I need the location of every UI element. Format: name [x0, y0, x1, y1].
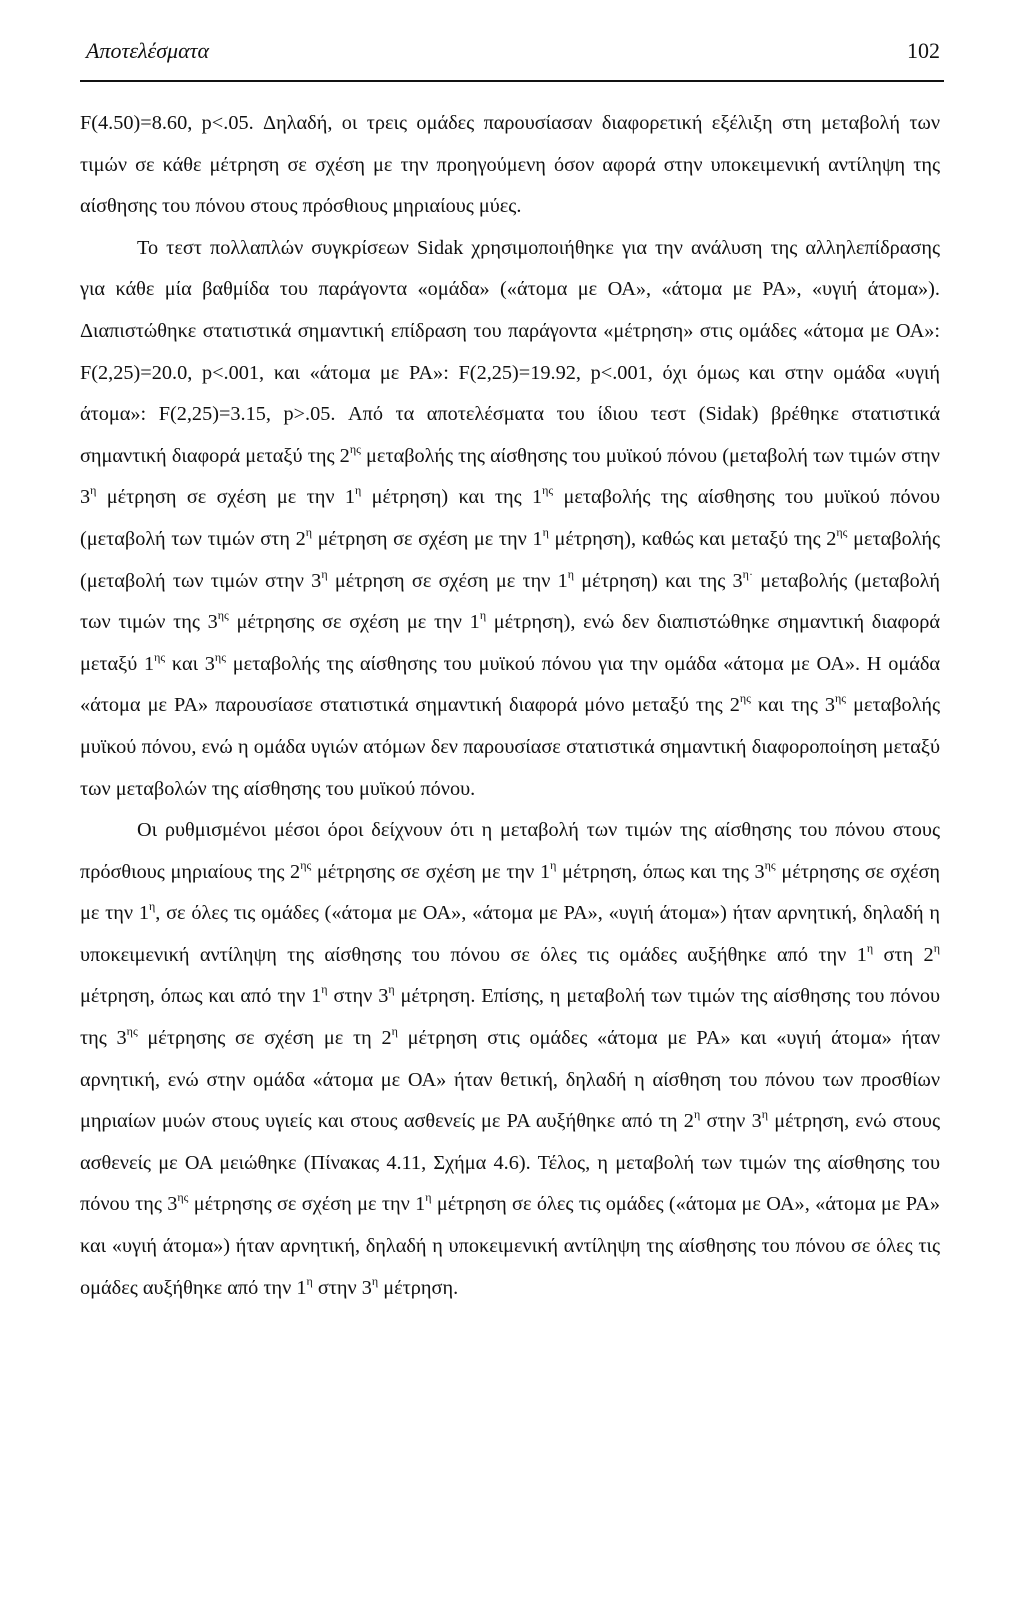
text-run: Οι ρυθμισμένοι μέσοι όροι δείχνουν ότι η μεταβολή των τιμών της αίσθησης του πόνου στους πρόσθιους μηριαίους της 2 — [80, 819, 940, 883]
ordinal-superscript: η — [761, 1107, 769, 1122]
text-run: , σε όλες τις ομάδες («άτομα με ΟΑ», «άτομα με PA», «υγιή άτομα») ήταν αρνητική, δηλαδή η υποκειμενική αντίληψη της αίσθησης του πόνου σε όλες τις ομάδες αυξήθηκε από την 1 — [80, 902, 940, 966]
ordinal-superscript: ης — [126, 1024, 138, 1039]
ordinal-superscript: η — [321, 982, 328, 997]
ordinal-superscript: ης — [835, 691, 847, 706]
page-number: 102 — [907, 38, 940, 63]
running-header — [86, 38, 940, 72]
body-text — [80, 103, 940, 1309]
ordinal-superscript: η — [933, 940, 940, 955]
ordinal-superscript: η — [90, 483, 97, 498]
ordinal-superscript: ης — [217, 608, 229, 623]
text-run: στην 3 — [700, 1110, 762, 1133]
text-run: μέτρηση. Επίσης, η μεταβολή των τιμών της αίσθησης του πόνου της 3 — [80, 985, 941, 1050]
text-run: μεταβολής της αίσθησης του μυϊκού πόνου για την ομάδα «άτομα με ΟΑ». Η ομάδα «άτομα με PA» παρουσίασε στατιστικά σημαντική διαφορά μόνο μεταξύ της 2 — [80, 652, 941, 717]
ordinal-superscript: ης — [739, 691, 751, 706]
text-run: Το τεστ πολλαπλών συγκρίσεων Sidak χρησιμοποιήθηκε για την ανάλυση της αλληλεπίδρασης για κάθε μία βαθμίδα του παράγοντα «ομάδα» («άτομα με ΟΑ», «άτομα με PA», «υγιή άτομα»). Διαπιστώθηκε στατιστικά σημαντική επίδραση του παράγοντα «μέτρηση» στις ομάδες «άτομα με ΟΑ»: F(2,25)=20.0, p<.001, και «άτομα με PA»: F(2,25)=19.92, p<.001, όχι όμως και στην ομάδα «υγιή άτομα»: F(2,25)=3.15, p>.05. Από τα αποτελέσματα του ίδιου τεστ (Sidak) βρέθηκε στατιστικά σημαντική διαφορά μεταξύ της 2 — [80, 236, 940, 467]
text-run: μέτρησης σε σχέση με την 1 — [311, 860, 551, 883]
ordinal-superscript: η — [567, 566, 575, 581]
text-run: μεταβολής της αίσθησης του μυϊκού πόνου (μεταβολή των τιμών στην 3 — [80, 444, 940, 509]
text-run: στην 3 — [312, 1276, 372, 1299]
ordinal-superscript: ης — [542, 483, 554, 498]
text-run: μέτρηση σε όλες τις ομάδες («άτομα με ΟΑ», «άτομα με PA» και «υγιή άτομα») ήταν αρνητική, δηλαδή η υποκειμενική αντίληψη της αίσθησης του πόνου σε όλες τις ομάδες αυξήθηκε από την 1 — [80, 1193, 940, 1299]
text-run: μέτρηση) και της 1 — [361, 486, 543, 509]
text-run: μέτρηση σε σχέση με την 1 — [327, 569, 568, 592]
text-run: μέτρησης σε σχέση με τη 2 — [137, 1027, 392, 1050]
text-run: στη 2 — [873, 943, 934, 966]
ordinal-superscript: η — [354, 483, 362, 498]
ordinal-superscript: ης — [764, 857, 776, 872]
text-run: μέτρησης σε σχέση με την 1 — [188, 1193, 426, 1216]
section-title: Αποτελέσματα — [86, 38, 210, 63]
text-run: και της 3 — [750, 694, 836, 717]
text-run: μεταβολής (μεταβολή των τιμών της 3 — [80, 569, 941, 634]
ordinal-superscript: ης — [300, 857, 312, 872]
text-run: μέτρησης σε σχέση με την 1 — [228, 611, 480, 634]
paragraph-1 — [80, 103, 940, 228]
ordinal-superscript: ης — [836, 524, 848, 539]
text-run: μέτρηση στις ομάδες «άτομα με PA» και «υγιή άτομα» ήταν αρνητική, ενώ στην ομάδα «άτομα με ΟΑ» ήταν θετική, δηλαδή η αίσθηση του πόνου των προσθίων μηριαίων μυών στους υγιείς και στους ασθενείς με PA αυξήθηκε από τη 2 — [80, 1027, 940, 1133]
text-run: μέτρηση), ενώ δεν διαπιστώθηκε σημαντική διαφορά μεταξύ 1 — [80, 611, 940, 675]
ordinal-superscript: ης — [349, 441, 361, 456]
text-run: F(4.50)=8.60, p<.05. Δηλαδή, οι τρεις ομάδες παρουσίασαν διαφορετική εξέλιξη στη μεταβολή των τιμών σε κάθε μέτρηση σε σχέση με την προηγούμενη όσον αφορά στην υποκειμενική αντίληψη της αίσθησης του πόνου στους πρόσθιους μηριαίους μύες. — [80, 112, 940, 218]
text-run: μέτρηση. — [378, 1276, 459, 1299]
ordinal-superscript: η — [425, 1190, 432, 1205]
text-run: στην 3 — [327, 985, 389, 1008]
text-run: μέτρηση) και της 3 — [574, 569, 743, 592]
text-run: μέτρησης σε σχέση με την 1 — [80, 860, 941, 925]
ordinal-superscript: η — [305, 524, 312, 539]
text-run: μεταβολής μυϊκού πόνου, ενώ η ομάδα υγιών ατόμων δεν παρουσίασε στατιστικά σημαντική διαφοροποίηση μεταξύ των μεταβολών της αίσθησης του μυϊκού πόνου. — [80, 694, 940, 800]
text-run: και 3 — [165, 652, 215, 675]
ordinal-superscript: η — [388, 982, 395, 997]
ordinal-superscript: η — [550, 857, 557, 872]
text-run: μέτρηση, όπως και από την 1 — [80, 985, 322, 1008]
ordinal-superscript: η — [321, 566, 328, 581]
ordinal-superscript: ης — [214, 649, 226, 664]
ordinal-superscript: η — [149, 899, 156, 914]
ordinal-superscript: η — [479, 608, 487, 623]
ordinal-superscript: ης — [154, 649, 166, 664]
ordinal-superscript: η — [306, 1273, 313, 1288]
ordinal-superscript: ης — [177, 1190, 189, 1205]
header-rule — [80, 80, 944, 82]
paragraph-3 — [80, 810, 940, 1309]
ordinal-superscript: η — [391, 1024, 398, 1039]
text-run: μέτρηση, όπως και της 3 — [556, 860, 765, 883]
paragraph-2 — [80, 228, 940, 810]
ordinal-superscript: η — [693, 1107, 701, 1122]
ordinal-superscript: η — [371, 1273, 379, 1288]
text-run: μέτρηση σε σχέση με την 1 — [312, 527, 543, 550]
ordinal-superscript: η — [542, 524, 549, 539]
ordinal-superscript: η — [866, 940, 874, 955]
text-run: μέτρηση, ενώ στους ασθενείς με ΟΑ μειώθηκε (Πίνακας 4.11, Σχήμα 4.6). Τέλος, η μεταβολή των τιμών της αίσθησης του πόνου της 3 — [80, 1110, 940, 1216]
text-run: μεταβολής (μεταβολή των τιμών στην 3 — [80, 527, 940, 592]
text-run: μέτρηση σε σχέση με την 1 — [96, 486, 355, 509]
text-run: μέτρηση), καθώς και μεταξύ της 2 — [548, 527, 837, 550]
ordinal-superscript: η· — [742, 566, 753, 581]
text-run: μεταβολής της αίσθησης του μυϊκού πόνου (μεταβολή των τιμών στη 2 — [80, 486, 940, 550]
